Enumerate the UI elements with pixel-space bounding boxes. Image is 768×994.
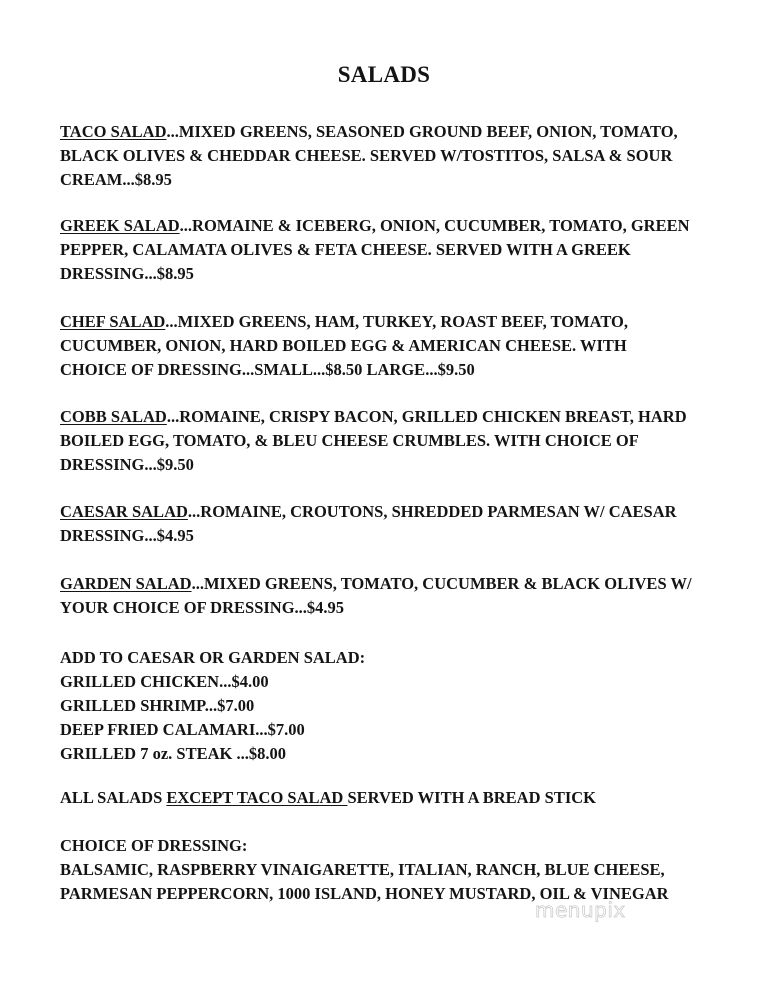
note-text: SERVED WITH A BREAD STICK [347, 788, 596, 807]
item-line: ...MIXED GREENS, HAM, TURKEY, ROAST BEEF, TOMATO, [165, 312, 628, 331]
dressing-heading: CHOICE OF DRESSING: [60, 836, 248, 855]
menu-item-caesar-salad [60, 500, 730, 548]
add-on-item: GRILLED CHICKEN...$4.00 [60, 672, 269, 691]
item-line: YOUR CHOICE OF DRESSING...$4.95 [60, 598, 345, 617]
menu-item-cobb-salad [60, 405, 730, 477]
menu-item-chef-salad [60, 310, 730, 382]
item-line: CUCUMBER, ONION, HARD BOILED EGG & AMERICAN CHEESE. WITH [60, 336, 627, 355]
menu-item-greek-salad [60, 214, 730, 286]
item-line: CHOICE OF DRESSING...SMALL...$8.50 LARGE...$9.50 [60, 360, 475, 379]
dressing-options: BALSAMIC, RASPBERRY VINAIGARETTE, ITALIAN, RANCH, BLUE CHEESE, [60, 860, 665, 879]
item-name: GREEK SALAD [60, 216, 180, 235]
item-line: PEPPER, CALAMATA OLIVES & FETA CHEESE. SERVED WITH A GREEK [60, 240, 631, 259]
add-ons-section [60, 646, 365, 766]
page-title: SALADS [337, 62, 431, 87]
watermark-logo: menupix [535, 898, 626, 922]
item-line: BOILED EGG, TOMATO, & BLEU CHEESE CRUMBLES. WITH CHOICE OF [60, 431, 639, 450]
item-name: TACO SALAD [60, 122, 167, 141]
item-name: GARDEN SALAD [60, 574, 192, 593]
add-on-item: GRILLED 7 oz. STEAK ...$8.00 [60, 744, 286, 763]
item-line: ...MIXED GREENS, SEASONED GROUND BEEF, ONION, TOMATO, [166, 122, 678, 141]
add-ons-heading: ADD TO CAESAR OR GARDEN SALAD: [60, 648, 366, 667]
item-line: ...ROMAINE, CRISPY BACON, GRILLED CHICKEN BREAST, HARD [166, 407, 687, 426]
menu-item-garden-salad [60, 572, 730, 620]
add-on-item: DEEP FRIED CALAMARI...$7.00 [60, 720, 305, 739]
item-name: CAESAR SALAD [60, 502, 188, 521]
dressing-section [60, 834, 750, 906]
menu-item-taco-salad [60, 120, 730, 192]
note-exception: EXCEPT TACO SALAD [166, 788, 348, 807]
item-name: CHEF SALAD [60, 312, 166, 331]
item-line: ...ROMAINE, CROUTONS, SHREDDED PARMESAN W/ CAESAR [187, 502, 677, 521]
dressing-options: PARMESAN PEPPERCORN, 1000 ISLAND, HONEY MUSTARD, OIL & VINEGAR [60, 884, 669, 903]
item-line: DRESSING...$4.95 [60, 526, 194, 545]
item-line: DRESSING...$9.50 [60, 455, 194, 474]
item-line: CREAM...$8.95 [60, 170, 172, 189]
item-line: ...MIXED GREENS, TOMATO, CUCUMBER & BLACK OLIVES W/ [191, 574, 692, 593]
item-name: COBB SALAD [60, 407, 167, 426]
note-text: ALL SALADS [60, 788, 167, 807]
item-line: BLACK OLIVES & CHEDDAR CHEESE. SERVED W/TOSTITOS, SALSA & SOUR [60, 146, 673, 165]
item-line: ...ROMAINE & ICEBERG, ONION, CUCUMBER, TOMATO, GREEN [179, 216, 690, 235]
item-line: DRESSING...$8.95 [60, 264, 194, 283]
add-on-item: GRILLED SHRIMP...$7.00 [60, 696, 255, 715]
bread-stick-note [60, 786, 596, 810]
